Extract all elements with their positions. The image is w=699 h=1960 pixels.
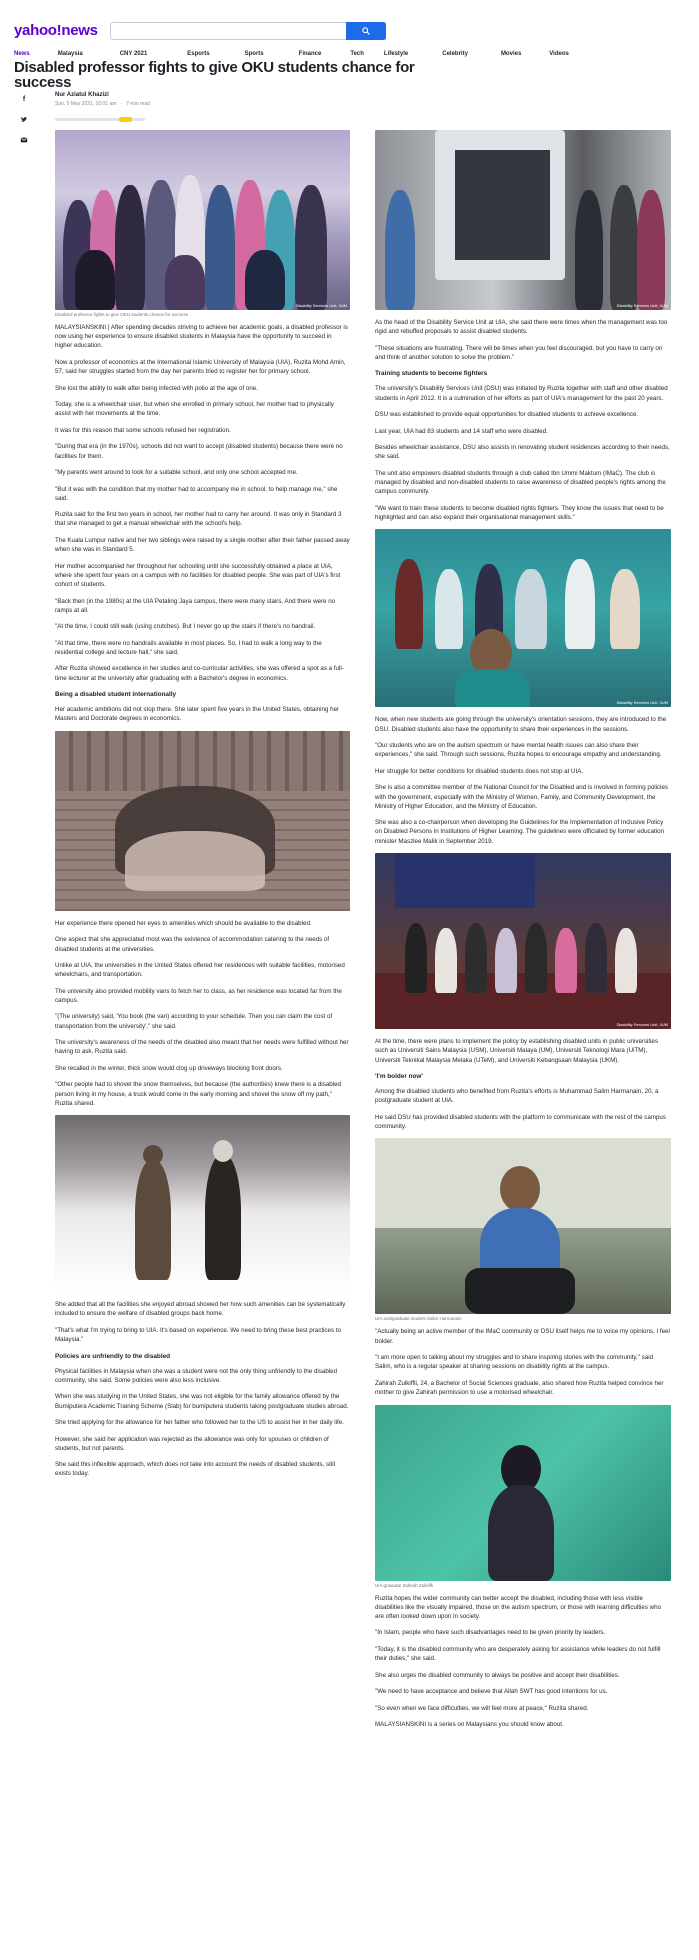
article-paragraph: She also urges the disabled community to always be positive and accept their disabilities. bbox=[375, 1671, 620, 1679]
article-paragraph: "We need to have acceptance and believe that Allah SWT has good intentions for us. bbox=[375, 1688, 608, 1696]
photo-credit: Disability Services Unit, IIUM bbox=[616, 700, 668, 706]
article-paragraph: She recalled in the winter, thick snow would clog up driveways blocking front doors. bbox=[55, 1064, 283, 1072]
salim-portrait-photo bbox=[375, 1138, 671, 1314]
photo-caption: UIA postgraduate student Salim Harmanain bbox=[375, 1316, 462, 1322]
search-input[interactable] bbox=[110, 22, 386, 40]
article-paragraph: The university's awareness of the needs of the disabled also meant that her needs were fulfilled without her having to ask, Ruzita said. bbox=[55, 1039, 349, 1056]
article-paragraph: It was for this reason that some schools refused her registration. bbox=[55, 426, 231, 434]
article-paragraph: "At the time, I could still walk (using crutches). But I never go up the stairs if there's no handrail. bbox=[55, 623, 316, 631]
article-paragraph: "(The university) said, 'You book (the van) according to your schedule. Then you can claim the cost of transportation from the university'," she said. bbox=[55, 1013, 333, 1030]
article-paragraph: "Our students who are on the autism spectrum or have mental health issues can also share their experiences," she said. Through such sessions, Ruzita hopes to encourage empathy and understanding. bbox=[375, 742, 662, 759]
search-icon bbox=[362, 27, 370, 35]
photo-caption: UIA graduate Zahirah Zulkiffli bbox=[375, 1582, 433, 1588]
vintage-group-photo bbox=[55, 731, 350, 911]
group-photo-uia bbox=[55, 130, 350, 310]
article-paragraph: "These situations are frustrating. There will be times when you feel discouraged, but you have to carry on and think of another solution to solve the problem." bbox=[375, 344, 663, 361]
article-title: Disabled professor fights to give OKU students chance for success bbox=[14, 59, 415, 91]
nav-item[interactable]: Lifestyle bbox=[383, 51, 409, 57]
article-paragraph: She was also a co-chairperson when developing the Guidelines for the Implementation of Inclusive Policy on Disabled Persons in Institutions of Higher Learning. The guidelines were officiated by former education minister Maszlee Malik in September 2019. bbox=[375, 819, 665, 845]
article-paragraph: When she was studying in the United States, she was not eligible for the family allowance offered by the Bumiputera Academic Training Scheme (Slab) for bumiputera students taking postgraduate studies abroad. bbox=[55, 1393, 349, 1410]
article-paragraph: Today, she is a wheelchair user, but when she enrolled in primary school, her mother had to physically assist with her movements at the time. bbox=[55, 401, 334, 418]
article-paragraph: He said DSU has provided disabled students with the platform to communicate with the rest of the campus community. bbox=[375, 1113, 666, 1130]
article-paragraph: Besides wheelchair assistance, DSU also assists in renovating student residences according to their needs, she said. bbox=[375, 444, 670, 461]
publish-date: Sun, 5 May 2021, 10:01 am bbox=[55, 101, 117, 107]
article-paragraph: The university's Disability Services Unit (DSU) was initiated by Ruzita together with staff and other disabled students in April 2012. It is a culmination of her efforts as part of UIA's management for the past 20 years. bbox=[375, 385, 668, 402]
article-paragraph: Now, when new students are going through the university's orientation sessions, they are introduced to the DSU. Disabled students also have the opportunity to share their experiences in the sessions. bbox=[375, 716, 667, 733]
article-paragraph: "But it was with the condition that my mother had to accompany me in school, to help manage me," she said. bbox=[55, 485, 338, 502]
nav-item[interactable]: Movies bbox=[500, 51, 522, 57]
section-heading: 'I'm bolder now' bbox=[375, 1073, 423, 1081]
search-button[interactable] bbox=[346, 22, 386, 40]
nav-item[interactable]: Celebrity bbox=[442, 51, 468, 57]
photo-credit: Disability Services Unit, IIUM bbox=[295, 303, 347, 308]
article-paragraph: Her struggle for better conditions for disabled students does not stop at UIA. bbox=[375, 767, 584, 775]
article-paragraph: "My parents went around to look for a suitable school, and only one school accepted me. bbox=[55, 469, 298, 477]
photo-credit: Disability Services Unit, IIUM bbox=[616, 1022, 668, 1028]
nav-item[interactable]: Esports bbox=[187, 51, 210, 57]
article-paragraph: However, she said her application was rejected as the allowance was only for spouses or children of students, but not parents. bbox=[55, 1435, 329, 1452]
article-paragraph: Physical facilities in Malaysia when she was a student were not the only thing unfriendly to the disabled community, she said. Some policies were also less inclusive. bbox=[55, 1367, 338, 1384]
snow-winter-photo bbox=[55, 1115, 350, 1292]
article-paragraph: Ruzita hopes the wider community can better accept the disabled, including those with less visible disabilities like the visually impaired, those on the autism spectrum, or those with learning difficulties who are often looked down upon in society. bbox=[375, 1594, 662, 1620]
nav-item[interactable]: CNY 2021 bbox=[119, 51, 148, 57]
article-paragraph: "In Islam, people who have such disadvantages need to be given priority by leaders. bbox=[375, 1629, 606, 1637]
photo-caption: Disabled professor fights to give OKU students chance for success bbox=[55, 312, 189, 317]
article-paragraph: "Actually being an active member of the IMaC community or DSU itself helps me to voice my opinions. I feel bolder. bbox=[375, 1328, 670, 1345]
article-column-left bbox=[55, 130, 350, 1486]
twitter-share-icon[interactable] bbox=[20, 116, 28, 124]
article-paragraph: Her experience there opened her eyes to amenities which should be available to the disabled. bbox=[55, 919, 312, 927]
article-paragraph: "Today, it is the disabled community who are desperately asking for assistance while leaders do not fulfill their duties," she said. bbox=[375, 1645, 661, 1663]
article-paragraph: "That's what I'm trying to bring to UIA. It's based on experience. We need to bring these best practices to Malaysia." bbox=[55, 1326, 341, 1344]
article-paragraph: "Other people had to shovel the snow themselves, but because (the authorities) knew there is a disabled person living in my house, a truck would come in the early morning and shovel the snow off my path," Ruzita shared. bbox=[55, 1081, 341, 1107]
article-meta: Sun, 5 May 2021, 10:01 am · 7-min read bbox=[55, 101, 151, 107]
byline bbox=[55, 92, 150, 107]
article-paragraph: Now a professor of economics at the International Islamic University of Malaysia (UIA), Ruzita Mohd Amin, 57, said her struggles started from the day her parents tried to register her for primary school. bbox=[55, 358, 346, 376]
audio-progress-marker[interactable] bbox=[119, 117, 132, 122]
guidelines-launch-photo bbox=[375, 853, 671, 1029]
article-paragraph: The university also provided mobility vans to fetch her to class, as her residence was located far from the campus. bbox=[55, 987, 342, 1004]
nav-item[interactable]: News bbox=[14, 51, 30, 57]
article-paragraph: She lost the ability to walk after being infected with polio at the age of one. bbox=[55, 384, 258, 392]
section-heading: Policies are unfriendly to the disabled bbox=[55, 1352, 171, 1360]
article-paragraph: She added that all the facilities she enjoyed abroad showed her how such amenities can be systematically included to ensure the welfare of disabled groups back home. bbox=[55, 1301, 346, 1318]
article-paragraph: "We want to train these students to become disabled rights fighters. They know the issues that need to be highlighted and can also expand their organisational management skills." bbox=[375, 504, 664, 521]
article-paragraph: Ruzita said for the first two years in school, her mother had to carry her around. It was only in Standard 3 that she managed to get a manual wheelchair with the school's help. bbox=[55, 511, 342, 528]
article-paragraph: Zahirah Zulkiffli, 24, a Bachelor of Social Sciences graduate, also shared how Ruzita helped convince her mother to give Zahirah permission to use a motorised wheelchair. bbox=[375, 1379, 664, 1397]
author-name[interactable]: Nur Aziatul Khazizi bbox=[55, 92, 109, 98]
nav-item[interactable]: Videos bbox=[549, 51, 569, 57]
zahirah-portrait-photo bbox=[375, 1405, 671, 1581]
mobility-van-photo bbox=[375, 130, 671, 310]
event-selfie-photo bbox=[375, 529, 671, 707]
article-paragraph: Her mother accompanied her throughout her schooling until she successfully obtained a place at UIA, where she spent four years on a campus with no facilities for disabled people. She was part of UIA's first cohort of students. bbox=[55, 562, 341, 589]
article-paragraph: "Back then (in the 1980s) at the UIA Petaling Jaya campus, there were many stairs. And there were no ramps at all. bbox=[55, 597, 336, 614]
article-paragraph: She tried applying for the allowance for her father who followed her to the US to assist her in her daily life. bbox=[55, 1419, 344, 1427]
email-share-icon[interactable] bbox=[20, 136, 28, 144]
section-heading: Being a disabled student internationally bbox=[55, 691, 177, 699]
article-paragraph: "During that era (in the 1970s), schools did not want to accept (disabled students) because there were no facilities for them. bbox=[55, 443, 343, 460]
article-paragraph: The Kuala Lumpur native and her two siblings were raised by a single mother after their father passed away when she was in Standard 5. bbox=[55, 536, 350, 554]
article-paragraph: MALAYSIANSKINI | After spending decades striving to achieve her academic goals, a disabled professor is now using her experience to ensure disabled students in Malaysia have the opportunity to succeed in higher education. bbox=[55, 324, 348, 350]
photo-credit: Disability Services Unit, IIUM bbox=[616, 303, 668, 308]
article-paragraph: At the time, there were plans to implement the policy by establishing disabled units in public universities such as Universiti Sains Malaysia (USM), Universiti Malaya (UM), Universiti Teknologi Mara (UiTM), Universiti Teknikal Malaysia Melaka (UTeM), and Universiti Kebangsaan Malaysia (UKM). bbox=[375, 1038, 659, 1064]
article-paragraph: MALAYSIANSKINI is a series on Malaysians you should know about. bbox=[375, 1721, 564, 1729]
top-bar bbox=[0, 0, 699, 48]
share-bar bbox=[20, 96, 32, 156]
section-heading: Training students to become fighters bbox=[375, 370, 488, 378]
facebook-share-icon[interactable]: f bbox=[22, 96, 26, 103]
yahoo-news-logo[interactable]: yahoo!news bbox=[14, 22, 98, 39]
read-time: 7-min read bbox=[126, 101, 151, 107]
nav-item[interactable]: Malaysia bbox=[57, 51, 83, 57]
article-paragraph: As the head of the Disability Service Unit at UIA, she said there were times when the management was too rigid and rebuffed proposals to assist disabled students. bbox=[375, 319, 668, 336]
article-paragraph: "So even when we face difficulties, we will feel more at peace," Ruzita shared. bbox=[375, 1704, 589, 1712]
nav-item[interactable]: Tech bbox=[350, 51, 364, 57]
article-paragraph: She said this inflexible approach, which does not take into account the needs of disabled students, still exists today. bbox=[55, 1461, 335, 1478]
article-paragraph: Her academic ambitions did not stop there. She later spent five years in the United States, obtaining her Masters and Doctorate degrees in economics. bbox=[55, 706, 340, 723]
article-paragraph: Unlike at UIA, the universities in the United States offered her residences with suitable facilities, motorised wheelchairs, and transportation. bbox=[55, 962, 345, 979]
nav-item[interactable]: Sports bbox=[244, 51, 264, 57]
nav-item[interactable]: Finance bbox=[298, 51, 322, 57]
article-paragraph: DSU was established to provide equal opportunities for disabled students to achieve excellence. bbox=[375, 411, 639, 419]
article-paragraph: One aspect that she appreciated most was the existence of accommodation catering to the needs of disabled students at the universities. bbox=[55, 936, 330, 953]
article-paragraph: The unit also empowers disabled students through a club called Ibn Ummi Maktum (IMaC). The club is managed by disabled and non-disabled students to raise awareness of disabled people's rights among the campus community. bbox=[375, 469, 666, 496]
article-paragraph: After Ruzita showed excellence in her studies and co-curricular activities, she was offered a spot as a full-time lecturer at the university after graduating with a Bachelor's degree in economics. bbox=[55, 665, 344, 682]
article-column-right bbox=[375, 130, 671, 1737]
article-paragraph: She is also a committee member of the National Council for the Disabled and is involved in forming policies with the government, especially with the Ministry of Women, Family, and Community Development, the Ministry of Higher Education, and the Ministry of Education. bbox=[375, 784, 669, 810]
article-paragraph: "At that time, there were no handrails available in most places. So, I had to walk a long way to the residential college and lecture hall," she said. bbox=[55, 639, 322, 656]
article-paragraph: Among the disabled students who benefited from Ruzita's efforts is Muhammad Salim Harmanain, 20, a postgraduate student at UIA. bbox=[375, 1088, 659, 1105]
audio-progress-bar[interactable] bbox=[55, 118, 145, 121]
article-paragraph: Last year, UIA had 83 students and 14 staff who were disabled. bbox=[375, 427, 548, 435]
article-paragraph: "I am more open to talking about my struggles and to share inspiring stories with the community," said Salim, who is a regular speaker at sharing sessions on disability rights at the campus. bbox=[375, 1354, 654, 1371]
